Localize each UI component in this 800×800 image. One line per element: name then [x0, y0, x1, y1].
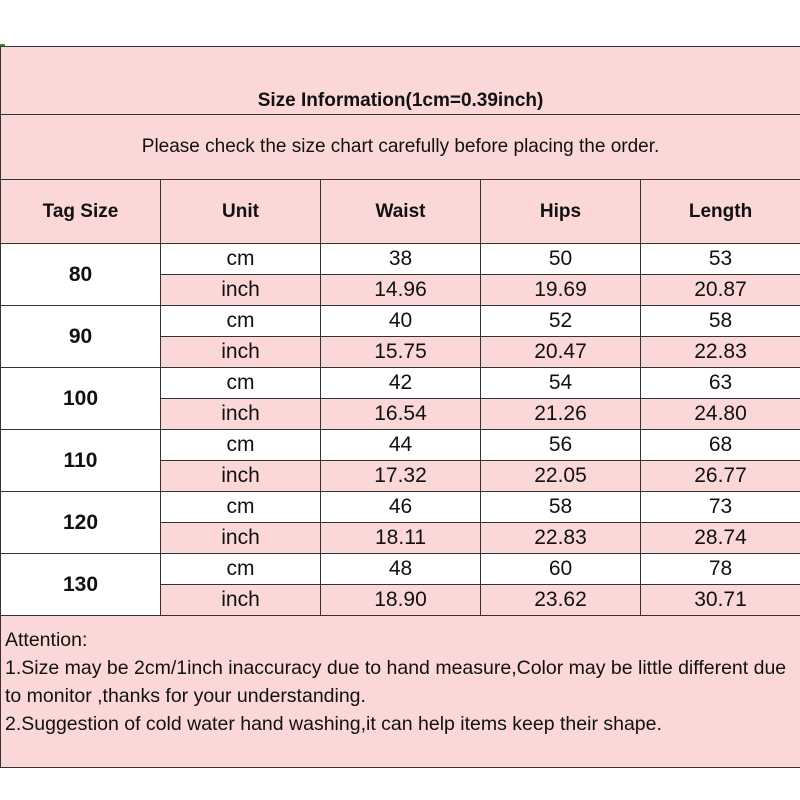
unit-cell: cm: [161, 368, 321, 399]
waist-cell: 44: [321, 430, 481, 461]
waist-cell: 48: [321, 554, 481, 585]
waist-cell: 15.75: [321, 337, 481, 368]
waist-cell: 18.90: [321, 585, 481, 616]
size-row-cm: [1, 306, 800, 337]
title-row: [1, 47, 800, 115]
length-cell: 24.80: [641, 399, 800, 430]
tag-size-cell: 100: [1, 368, 161, 430]
length-cell: 73: [641, 492, 800, 523]
hips-cell: 19.69: [481, 275, 641, 306]
hips-cell: 52: [481, 306, 641, 337]
attention-box: [1, 616, 800, 768]
size-chart-body: [1, 47, 800, 768]
size-row-cm: [1, 554, 800, 585]
header-length: Length: [641, 180, 800, 244]
size-row-cm: [1, 368, 800, 399]
unit-cell: inch: [161, 461, 321, 492]
unit-cell: inch: [161, 523, 321, 554]
header-hips: Hips: [481, 180, 641, 244]
waist-cell: 14.96: [321, 275, 481, 306]
hips-cell: 58: [481, 492, 641, 523]
length-cell: 78: [641, 554, 800, 585]
waist-cell: 42: [321, 368, 481, 399]
length-cell: 20.87: [641, 275, 800, 306]
unit-cell: cm: [161, 554, 321, 585]
attention-row: [1, 616, 800, 768]
length-cell: 22.83: [641, 337, 800, 368]
size-row-cm: [1, 492, 800, 523]
hips-cell: 21.26: [481, 399, 641, 430]
waist-cell: 40: [321, 306, 481, 337]
waist-cell: 38: [321, 244, 481, 275]
hips-cell: 54: [481, 368, 641, 399]
unit-cell: cm: [161, 244, 321, 275]
header-waist: Waist: [321, 180, 481, 244]
size-row-cm: [1, 430, 800, 461]
length-cell: 28.74: [641, 523, 800, 554]
length-cell: 58: [641, 306, 800, 337]
waist-cell: 18.11: [321, 523, 481, 554]
unit-cell: cm: [161, 430, 321, 461]
tag-size-cell: 90: [1, 306, 161, 368]
hips-cell: 22.83: [481, 523, 641, 554]
length-cell: 53: [641, 244, 800, 275]
unit-cell: inch: [161, 399, 321, 430]
header-unit: Unit: [161, 180, 321, 244]
attention-heading: Attention:: [5, 629, 88, 651]
hips-cell: 23.62: [481, 585, 641, 616]
length-cell: 63: [641, 368, 800, 399]
tag-size-cell: 120: [1, 492, 161, 554]
header-tag-size: Tag Size: [1, 180, 161, 244]
length-cell: 30.71: [641, 585, 800, 616]
attention-line-2: 2.Suggestion of cold water hand washing,it can help items keep their shape.: [5, 713, 662, 735]
size-row-cm: [1, 244, 800, 275]
waist-cell: 46: [321, 492, 481, 523]
tag-size-cell: 110: [1, 430, 161, 492]
unit-cell: cm: [161, 492, 321, 523]
size-chart-sheet: [0, 46, 800, 758]
unit-cell: inch: [161, 337, 321, 368]
hips-cell: 22.05: [481, 461, 641, 492]
unit-cell: inch: [161, 275, 321, 306]
tag-size-cell: 130: [1, 554, 161, 616]
length-cell: 68: [641, 430, 800, 461]
length-cell: 26.77: [641, 461, 800, 492]
chart-subtitle: Please check the size chart carefully before placing the order.: [1, 115, 800, 180]
unit-cell: cm: [161, 306, 321, 337]
hips-cell: 60: [481, 554, 641, 585]
attention-line-1: 1.Size may be 2cm/1inch inaccuracy due to hand measure,Color may be little different due to monitor ,thanks for your understanding.: [5, 657, 787, 707]
header-row: [1, 180, 800, 244]
size-chart-table: [0, 46, 800, 768]
hips-cell: 20.47: [481, 337, 641, 368]
waist-cell: 16.54: [321, 399, 481, 430]
tag-size-cell: 80: [1, 244, 161, 306]
waist-cell: 17.32: [321, 461, 481, 492]
subtitle-row: [1, 115, 800, 180]
unit-cell: inch: [161, 585, 321, 616]
chart-title: Size Information(1cm=0.39inch): [1, 47, 800, 115]
hips-cell: 50: [481, 244, 641, 275]
hips-cell: 56: [481, 430, 641, 461]
